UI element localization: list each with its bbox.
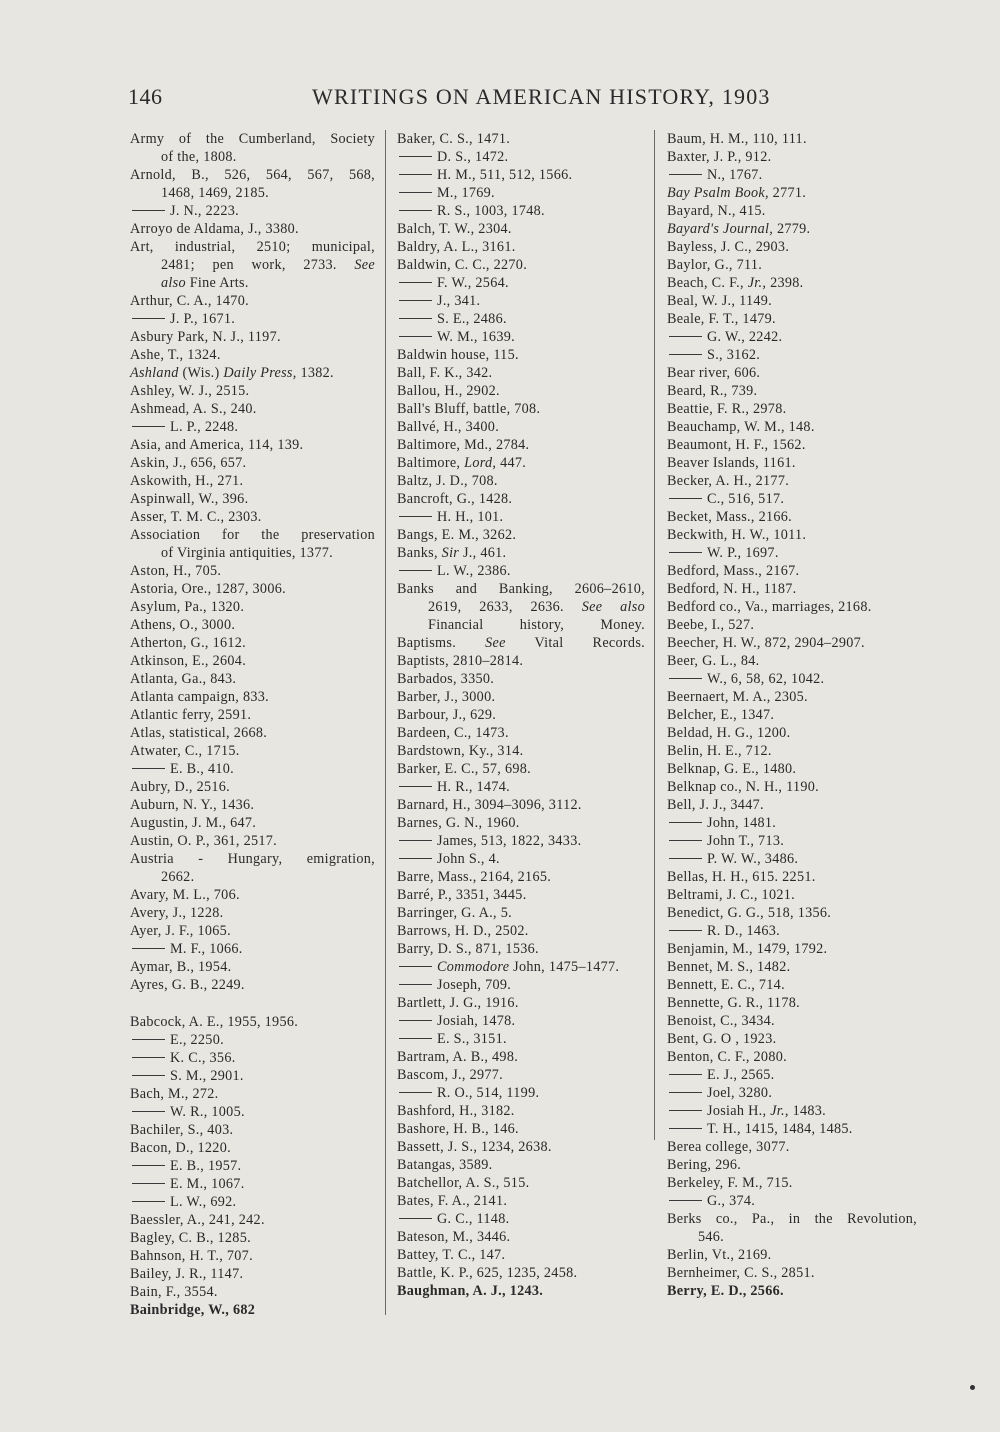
entry-text: 2481; pen work, 2733. xyxy=(161,257,355,273)
index-entry: Auburn, N. Y., 1436. xyxy=(130,797,255,813)
index-entry: Barre, Mass., 2164, 2165. xyxy=(397,869,552,885)
index-entry: Arnold, B., 526, 564, 567, 568, xyxy=(130,167,375,183)
entry-text: Baptisms. xyxy=(397,635,486,651)
index-entry: Berks co., Pa., in the Revolution, xyxy=(667,1211,917,1227)
index-entry-continuation xyxy=(130,256,375,274)
index-subentry: W. M., 1639. xyxy=(397,328,645,346)
index-entry: Bent, G. O , 1923. xyxy=(667,1031,777,1047)
index-entry: Bashore, H. B., 146. xyxy=(397,1121,519,1137)
index-entry: Bayard, N., 415. xyxy=(667,203,766,219)
entry-text: 2398. xyxy=(766,275,804,291)
index-entry: Baltimore, Md., 2784. xyxy=(397,437,530,453)
index-subentry: W., 6, 58, 62, 1042. xyxy=(667,670,917,688)
index-entry: Battle, K. P., 625, 1235, 2458. xyxy=(397,1265,578,1281)
index-entry: Bascom, J., 2977. xyxy=(397,1067,503,1083)
index-entry: Barnes, G. N., 1960. xyxy=(397,815,520,831)
index-entry: Arroyo de Aldama, J., 3380. xyxy=(130,221,299,237)
index-entry: Beal, W. J., 1149. xyxy=(667,293,772,309)
index-entry: Bates, F. A., 2141. xyxy=(397,1193,508,1209)
index-entry xyxy=(667,220,917,238)
index-entry: Atlanta campaign, 833. xyxy=(130,689,269,705)
index-entry: Austria - Hungary, emigration, xyxy=(130,851,375,867)
index-entry: Bacon, D., 1220. xyxy=(130,1140,231,1156)
index-entry: Bellas, H. H., 615. 2251. xyxy=(667,869,816,885)
index-subentry: J. P., 1671. xyxy=(130,310,375,328)
index-subentry: M. F., 1066. xyxy=(130,940,375,958)
index-subentry: H. H., 101. xyxy=(397,508,645,526)
index-subentry: F. W., 2564. xyxy=(397,274,645,292)
index-entry: Berea college, 3077. xyxy=(667,1139,790,1155)
index-entry: Benton, C. F., 2080. xyxy=(667,1049,787,1065)
index-entry xyxy=(130,364,375,382)
index-subentry: D. S., 1472. xyxy=(397,148,645,166)
italic-text: Ashland xyxy=(130,365,179,381)
index-subentry: John, 1481. xyxy=(667,814,917,832)
index-entry: Baptists, 2810–2814. xyxy=(397,653,524,669)
index-subentry: L. W., 692. xyxy=(130,1193,375,1211)
index-entry: Beltrami, J. C., 1021. xyxy=(667,887,795,903)
index-subentry: M., 1769. xyxy=(397,184,645,202)
index-entry: Ball, F. K., 342. xyxy=(397,365,493,381)
entry-text: Vital Records. xyxy=(505,635,645,651)
running-head: WRITINGS ON AMERICAN HISTORY, 1903 xyxy=(312,84,771,109)
index-entry: Barrows, H. D., 2502. xyxy=(397,923,529,939)
index-entry xyxy=(667,184,917,202)
index-column-1 xyxy=(130,130,375,1319)
index-subentry: W. R., 1005. xyxy=(130,1103,375,1121)
italic-text: Bay Psalm Book, xyxy=(667,185,769,201)
index-entry: Beaumont, H. F., 1562. xyxy=(667,437,806,453)
index-column-3 xyxy=(667,130,917,1300)
index-entry: Baum, H. M., 110, 111. xyxy=(667,131,807,147)
index-entry: Avery, J., 1228. xyxy=(130,905,224,921)
index-entry: Beckwith, H. W., 1011. xyxy=(667,527,807,543)
index-entry: Bangs, E. M., 3262. xyxy=(397,527,517,543)
index-entry: Aubry, D., 2516. xyxy=(130,779,231,795)
index-entry: Baker, C. S., 1471. xyxy=(397,131,511,147)
italic-text: See also xyxy=(581,599,645,615)
italic-text: See xyxy=(354,257,375,273)
index-entry: Benedict, G. G., 518, 1356. xyxy=(667,905,832,921)
index-subentry: E. B., 410. xyxy=(130,760,375,778)
index-entry-continuation xyxy=(130,274,375,292)
index-entry: Atlas, statistical, 2668. xyxy=(130,725,268,741)
index-column-2 xyxy=(397,130,645,1300)
italic-text: Daily Press, xyxy=(223,365,297,381)
index-entry: Ashmead, A. S., 240. xyxy=(130,401,257,417)
index-entry: Athens, O., 3000. xyxy=(130,617,236,633)
index-entry: Baughman, A. J., 1243. xyxy=(397,1283,544,1299)
entry-text: Fine Arts. xyxy=(185,275,249,291)
index-entry: Bedford, N. H., 1187. xyxy=(667,581,797,597)
index-entry: Bedford co., Va., marriages, 2168. xyxy=(667,599,872,615)
index-entry: Benjamin, M., 1479, 1792. xyxy=(667,941,828,957)
entry-text: 1382. xyxy=(296,365,334,381)
index-entry: Aston, H., 705. xyxy=(130,563,222,579)
index-subentry: R. S., 1003, 1748. xyxy=(397,202,645,220)
index-entry: Beer, G. L., 84. xyxy=(667,653,760,669)
index-entry: Bennet, M. S., 1482. xyxy=(667,959,791,975)
index-subentry: R. O., 514, 1199. xyxy=(397,1084,645,1102)
index-entry xyxy=(397,454,645,472)
index-subentry: John S., 4. xyxy=(397,850,645,868)
italic-text: Bayard's Journal, xyxy=(667,221,774,237)
index-entry: Bennett, E. C., 714. xyxy=(667,977,785,993)
index-entry: Berkeley, F. M., 715. xyxy=(667,1175,793,1191)
index-entry: Ballou, H., 2902. xyxy=(397,383,500,399)
index-subentry xyxy=(667,1102,917,1120)
index-entry: Battey, T. C., 147. xyxy=(397,1247,506,1263)
index-subentry: E. M., 1067. xyxy=(130,1175,375,1193)
index-entry: Avary, M. L., 706. xyxy=(130,887,240,903)
index-entry: Berry, E. D., 2566. xyxy=(667,1283,784,1299)
index-entry: Belin, H. E., 712. xyxy=(667,743,772,759)
index-entry: Austin, O. P., 361, 2517. xyxy=(130,833,278,849)
index-entry: Becker, A. H., 2177. xyxy=(667,473,790,489)
index-entry: Belknap, G. E., 1480. xyxy=(667,761,797,777)
index-entry: Barnard, H., 3094–3096, 3112. xyxy=(397,797,582,813)
index-entry: Ball's Bluff, battle, 708. xyxy=(397,401,541,417)
index-subentry: J., 341. xyxy=(397,292,645,310)
index-entry: Asser, T. M. C., 2303. xyxy=(130,509,262,525)
italic-text: Sir xyxy=(441,545,460,561)
index-subentry: P. W. W., 3486. xyxy=(667,850,917,868)
index-entry: Association for the preservation xyxy=(130,527,375,543)
index-subentry: E., 2250. xyxy=(130,1031,375,1049)
index-entry: Barry, D. S., 871, 1536. xyxy=(397,941,539,957)
index-entry: Baltz, J. D., 708. xyxy=(397,473,498,489)
index-entry: Atkinson, E., 2604. xyxy=(130,653,247,669)
index-entry: Bennette, G. R., 1178. xyxy=(667,995,800,1011)
index-subentry: E. J., 2565. xyxy=(667,1066,917,1084)
italic-text: See xyxy=(485,635,506,651)
entry-text: J., 461. xyxy=(459,545,507,561)
index-entry: Army of the Cumberland, Society xyxy=(130,131,375,147)
index-entry: Beebe, I., 527. xyxy=(667,617,755,633)
entry-text: Banks, xyxy=(397,545,442,561)
index-entry xyxy=(667,274,917,292)
index-entry: Ayer, J. F., 1065. xyxy=(130,923,231,939)
index-entry: Ballvé, H., 3400. xyxy=(397,419,500,435)
index-entry: Asia, and America, 114, 139. xyxy=(130,437,304,453)
index-subentry: Josiah, 1478. xyxy=(397,1012,645,1030)
index-subentry: L. W., 2386. xyxy=(397,562,645,580)
index-subentry: James, 513, 1822, 3433. xyxy=(397,832,645,850)
index-entry: Baylor, G., 711. xyxy=(667,257,763,273)
index-entry: Bartlett, J. G., 1916. xyxy=(397,995,519,1011)
index-entry: Beernaert, M. A., 2305. xyxy=(667,689,808,705)
index-entry: Augustin, J. M., 647. xyxy=(130,815,257,831)
index-entry-continuation xyxy=(397,598,645,616)
index-subentry: T. H., 1415, 1484, 1485. xyxy=(667,1120,917,1138)
index-entry: Beale, F. T., 1479. xyxy=(667,311,776,327)
index-entry xyxy=(397,544,645,562)
index-entry: Banks and Banking, 2606–2610, xyxy=(397,581,645,597)
index-entry: Beard, R., 739. xyxy=(667,383,758,399)
index-entry: Becket, Mass., 2166. xyxy=(667,509,793,525)
index-subentry: K. C., 356. xyxy=(130,1049,375,1067)
entry-text: 2779. xyxy=(773,221,811,237)
index-entry: Aymar, B., 1954. xyxy=(130,959,232,975)
index-entry: Beecher, H. W., 872, 2904–2907. xyxy=(667,635,865,651)
index-entry: Aspinwall, W., 396. xyxy=(130,491,249,507)
entry-text: Baltimore, xyxy=(397,455,465,471)
index-entry: Baessler, A., 241, 242. xyxy=(130,1212,265,1228)
index-entry: Bering, 296. xyxy=(667,1157,742,1173)
index-entry: Babcock, A. E., 1955, 1956. xyxy=(130,1014,299,1030)
index-subentry: Joseph, 709. xyxy=(397,976,645,994)
index-entry: Asbury Park, N. J., 1197. xyxy=(130,329,281,345)
index-subentry: S., 3162. xyxy=(667,346,917,364)
index-subentry: L. P., 2248. xyxy=(130,418,375,436)
index-entry: Batchellor, A. S., 515. xyxy=(397,1175,530,1191)
index-entry: Bell, J. J., 3447. xyxy=(667,797,764,813)
index-entry-continuation: 546. xyxy=(698,1229,725,1245)
index-entry: Bahnson, H. T., 707. xyxy=(130,1248,253,1264)
index-subentry: Joel, 3280. xyxy=(667,1084,917,1102)
index-subentry: S. M., 2901. xyxy=(130,1067,375,1085)
entry-text: 2771. xyxy=(768,185,807,201)
index-entry: Beauchamp, W. M., 148. xyxy=(667,419,815,435)
index-entry: Bachiler, S., 403. xyxy=(130,1122,234,1138)
index-subentry: E. S., 3151. xyxy=(397,1030,645,1048)
index-entry: Askin, J., 656, 657. xyxy=(130,455,247,471)
index-entry: Ayres, G. B., 2249. xyxy=(130,977,245,993)
index-subentry: G. C., 1148. xyxy=(397,1210,645,1228)
index-entry-continuation: Financial history, Money. xyxy=(428,617,645,633)
index-entry: Barbour, J., 629. xyxy=(397,707,497,723)
index-subentry: H. R., 1474. xyxy=(397,778,645,796)
index-entry-continuation: of Virginia antiquities, 1377. xyxy=(161,545,333,561)
index-subentry: John T., 713. xyxy=(667,832,917,850)
index-entry: Bach, M., 272. xyxy=(130,1086,219,1102)
italic-text: also xyxy=(161,275,186,291)
index-entry: Bain, F., 3554. xyxy=(130,1284,218,1300)
index-entry: Asylum, Pa., 1320. xyxy=(130,599,245,615)
index-entry: Astoria, Ore., 1287, 3006. xyxy=(130,581,286,597)
index-entry: Baldry, A. L., 3161. xyxy=(397,239,516,255)
italic-text: Lord, xyxy=(464,455,497,471)
index-entry: Benoist, C., 3434. xyxy=(667,1013,775,1029)
italic-text: Commodore xyxy=(437,959,510,975)
index-entry: Ashe, T., 1324. xyxy=(130,347,221,363)
index-entry: Bernheimer, C. S., 2851. xyxy=(667,1265,815,1281)
index-entry xyxy=(397,634,645,652)
index-entry: Beattie, F. R., 2978. xyxy=(667,401,787,417)
entry-text: 1483. xyxy=(788,1103,827,1119)
index-entry: Barringer, G. A., 5. xyxy=(397,905,512,921)
index-subentry xyxy=(397,958,645,976)
index-entry: Bateson, M., 3446. xyxy=(397,1229,511,1245)
index-entry: Bedford, Mass., 2167. xyxy=(667,563,800,579)
margin-mark xyxy=(970,1385,975,1390)
index-entry-continuation: 1468, 1469, 2185. xyxy=(161,185,269,201)
index-entry-continuation: of the, 1808. xyxy=(161,149,237,165)
entry-text: 447. xyxy=(496,455,527,471)
entry-text: 2619, 2633, 2636. xyxy=(428,599,582,615)
entry-text: Josiah H., xyxy=(707,1103,771,1119)
index-subentry: W. P., 1697. xyxy=(667,544,917,562)
index-entry: Bainbridge, W., 682 xyxy=(130,1302,256,1318)
index-entry: Bardeen, C., 1473. xyxy=(397,725,509,741)
index-entry: Bartram, A. B., 498. xyxy=(397,1049,519,1065)
index-subentry: N., 1767. xyxy=(667,166,917,184)
index-entry: Ashley, W. J., 2515. xyxy=(130,383,250,399)
index-entry-continuation: 2662. xyxy=(161,869,195,885)
index-subentry: R. D., 1463. xyxy=(667,922,917,940)
index-entry: Bailey, J. R., 1147. xyxy=(130,1266,244,1282)
italic-text: Jr., xyxy=(747,275,767,291)
index-entry: Askowith, H., 271. xyxy=(130,473,244,489)
index-entry: Arthur, C. A., 1470. xyxy=(130,293,249,309)
index-entry: Bardstown, Ky., 314. xyxy=(397,743,524,759)
index-entry: Balch, T. W., 2304. xyxy=(397,221,512,237)
index-entry: Baldwin house, 115. xyxy=(397,347,519,363)
index-entry: Barber, J., 3000. xyxy=(397,689,496,705)
index-entry: Bayless, J. C., 2903. xyxy=(667,239,790,255)
index-entry: Belknap co., N. H., 1190. xyxy=(667,779,819,795)
index-entry: Atwater, C., 1715. xyxy=(130,743,240,759)
index-subentry: H. M., 511, 512, 1566. xyxy=(397,166,645,184)
column-rule-2 xyxy=(654,130,655,1140)
index-subentry: E. B., 1957. xyxy=(130,1157,375,1175)
index-entry: Bagley, C. B., 1285. xyxy=(130,1230,251,1246)
column-rule-1 xyxy=(385,130,386,1315)
index-entry: Baldwin, C. C., 2270. xyxy=(397,257,528,273)
index-entry: Bassett, J. S., 1234, 2638. xyxy=(397,1139,552,1155)
index-entry: Bashford, H., 3182. xyxy=(397,1103,515,1119)
index-entry: Barré, P., 3351, 3445. xyxy=(397,887,527,903)
index-subentry: C., 516, 517. xyxy=(667,490,917,508)
index-subentry: J. N., 2223. xyxy=(130,202,375,220)
index-entry: Atlanta, Ga., 843. xyxy=(130,671,237,687)
entry-text: (Wis.) xyxy=(178,365,224,381)
index-entry: Berlin, Vt., 2169. xyxy=(667,1247,772,1263)
index-subentry: G. W., 2242. xyxy=(667,328,917,346)
index-entry: Beaver Islands, 1161. xyxy=(667,455,796,471)
index-entry: Atherton, G., 1612. xyxy=(130,635,247,651)
entry-text: John, 1475–1477. xyxy=(509,959,620,975)
index-subentry: S. E., 2486. xyxy=(397,310,645,328)
index-entry: Barker, E. C., 57, 698. xyxy=(397,761,531,777)
index-entry: Atlantic ferry, 2591. xyxy=(130,707,252,723)
page-number: 146 xyxy=(128,84,163,109)
entry-text: Beach, C. F., xyxy=(667,275,748,291)
index-entry: Bear river, 606. xyxy=(667,365,761,381)
index-entry: Baxter, J. P., 912. xyxy=(667,149,772,165)
index-entry: Barbados, 3350. xyxy=(397,671,495,687)
index-entry: Belcher, E., 1347. xyxy=(667,707,775,723)
index-entry: Beldad, H. G., 1200. xyxy=(667,725,791,741)
index-entry: Batangas, 3589. xyxy=(397,1157,493,1173)
index-entry: Bancroft, G., 1428. xyxy=(397,491,513,507)
index-subentry: G., 374. xyxy=(667,1192,917,1210)
index-entry: Art, industrial, 2510; municipal, xyxy=(130,239,375,255)
italic-text: Jr., xyxy=(770,1103,789,1119)
